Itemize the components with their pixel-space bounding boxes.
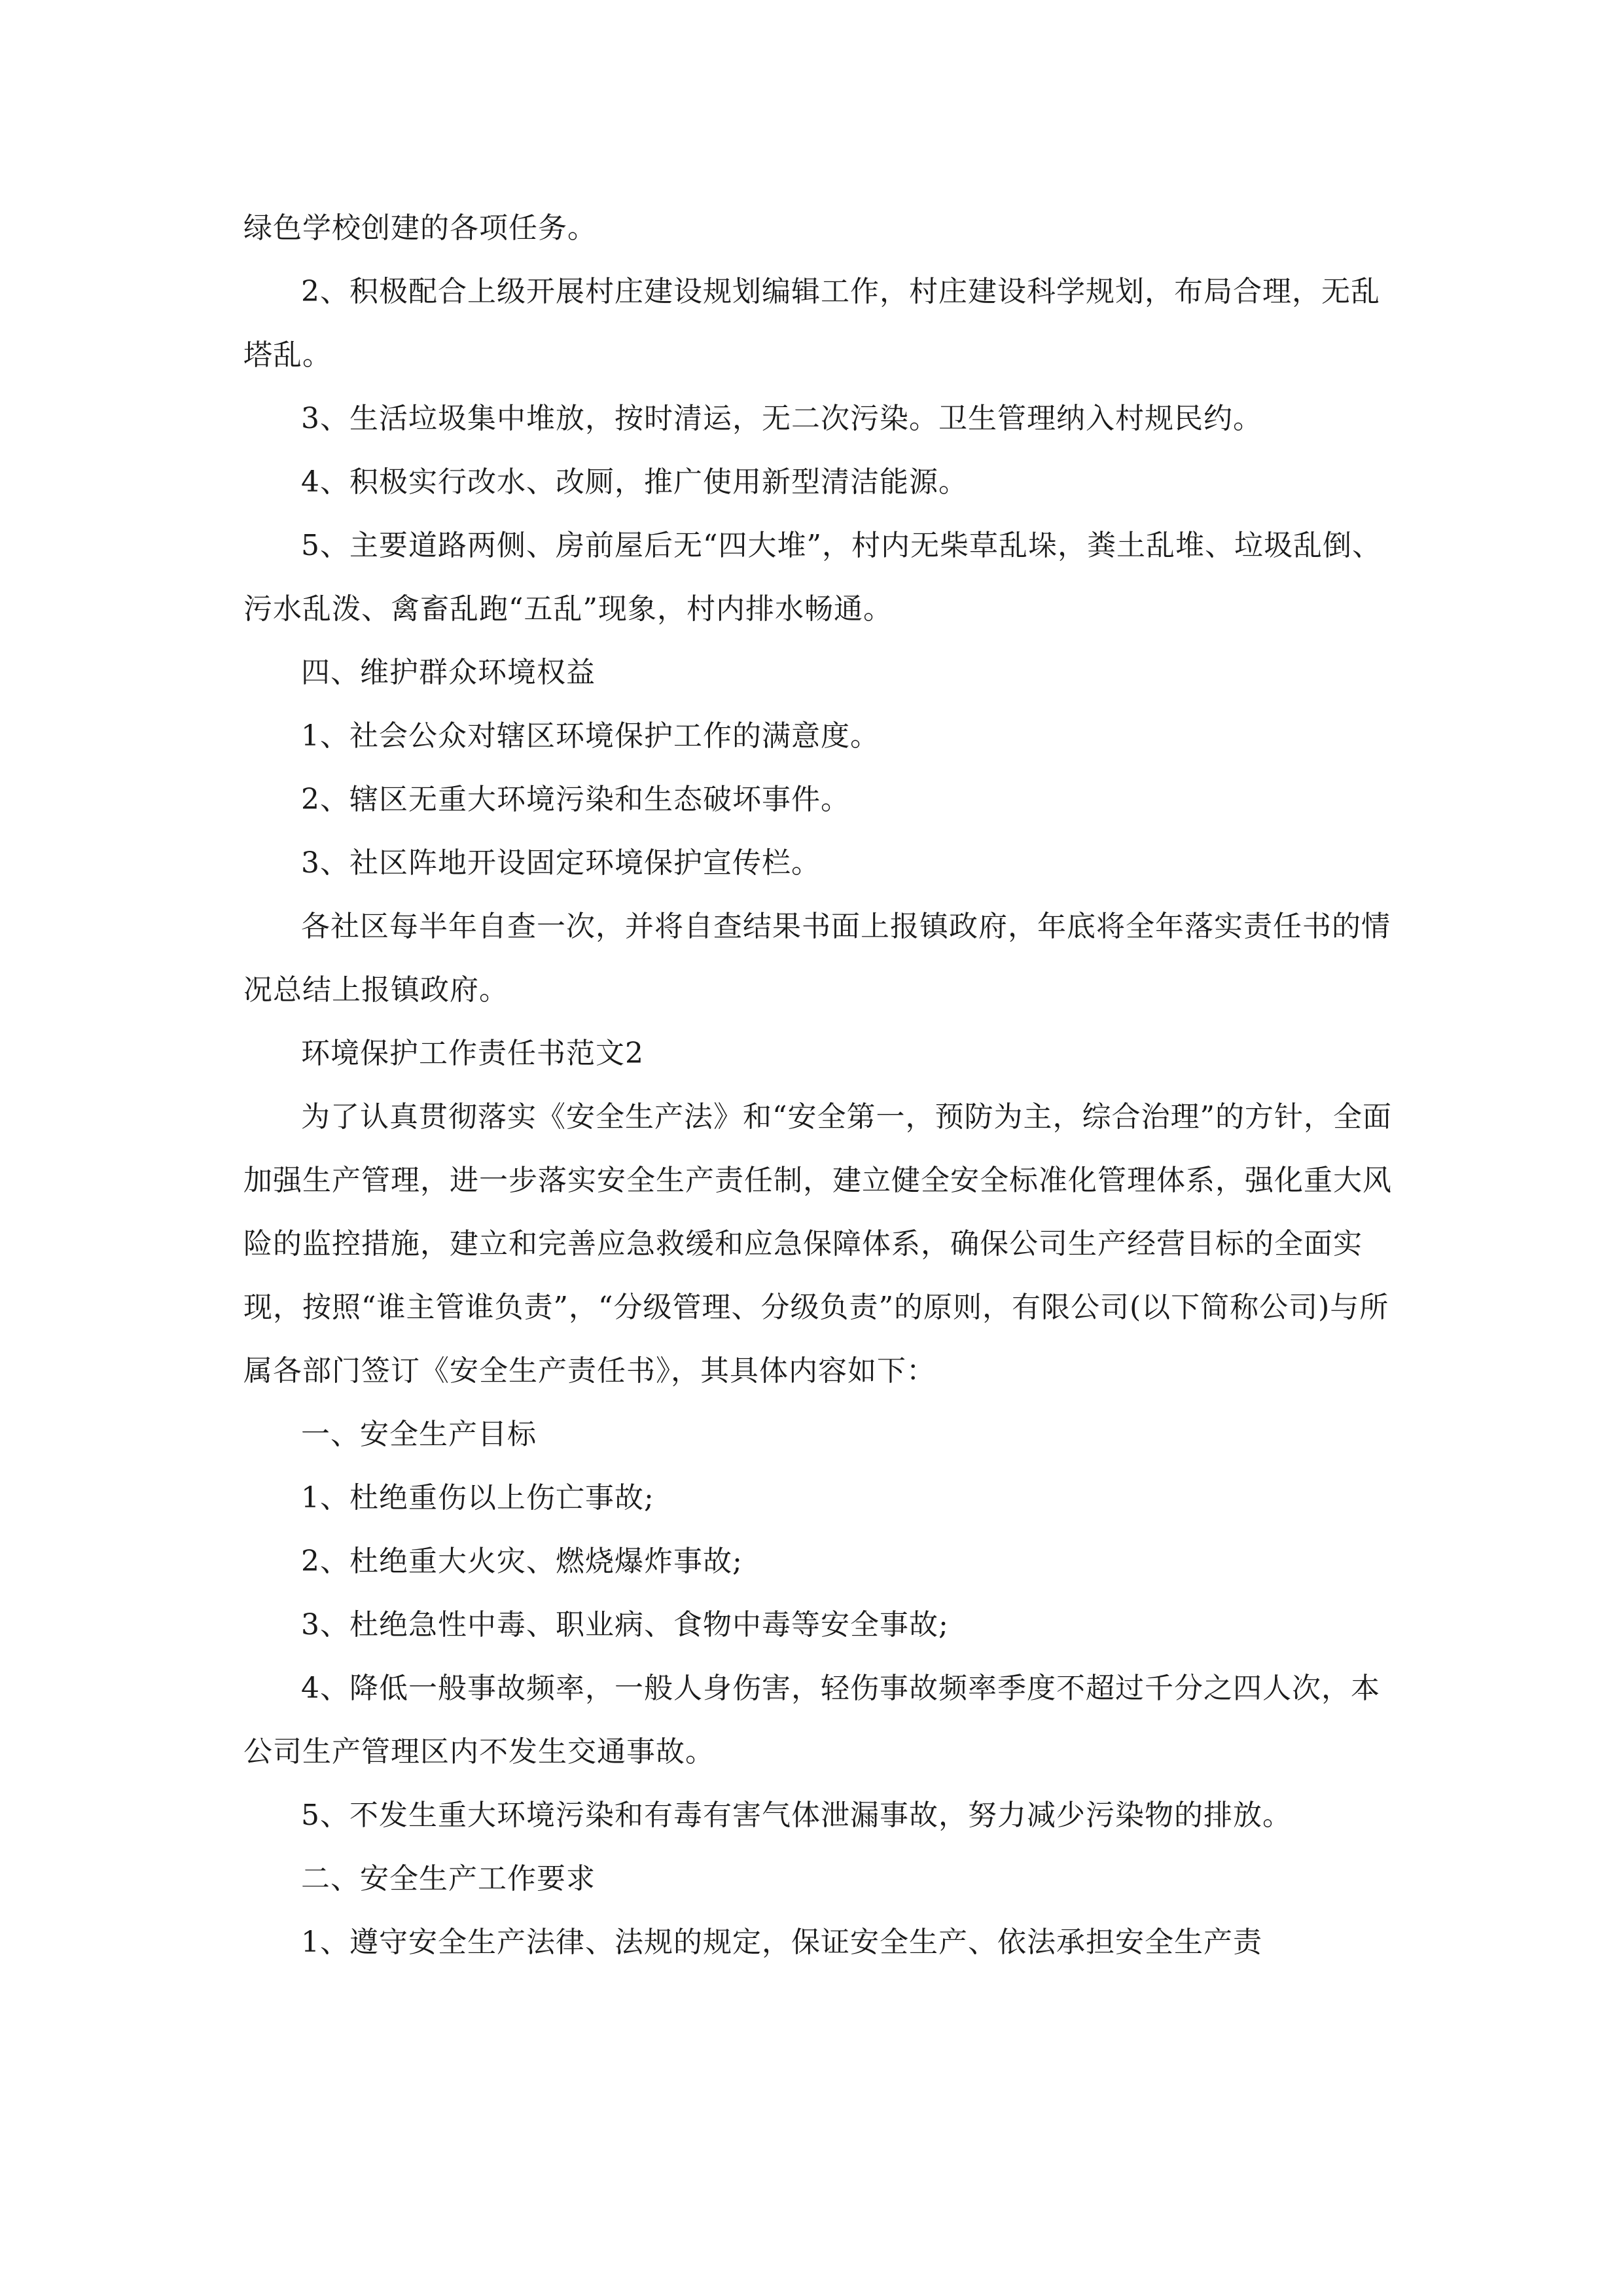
document-subtitle: 环境保护工作责任书范文2 — [301, 1037, 644, 1070]
paragraph: 3、杜绝急性中毒、职业病、食物中毒等安全事故; — [301, 1608, 949, 1641]
paragraph: 2、杜绝重大火灾、燃烧爆炸事故; — [301, 1545, 743, 1578]
section-heading: 四、维护群众环境权益 — [301, 656, 596, 689]
section-heading: 二、安全生产工作要求 — [301, 1862, 596, 1895]
paragraph: 4、积极实行改水、改厕，推广使用新型清洁能源。 — [301, 465, 968, 499]
paragraph: 4、降低一般事故频率，一般人身伤害，轻伤事故频率季度不超过千分之四人次，本公司生产管理区内不发生交通事故。 — [243, 1672, 1380, 1768]
paragraph: 3、生活垃圾集中堆放，按时清运，无二次污染。卫生管理纳入村规民约。 — [301, 402, 1262, 435]
paragraph: 5、不发生重大环境污染和有毒有害气体泄漏事故，努力减少污染物的排放。 — [301, 1799, 1292, 1832]
section-heading: 一、安全生产目标 — [301, 1418, 537, 1451]
paragraph: 1、社会公众对辖区环境保护工作的满意度。 — [301, 719, 880, 753]
paragraph: 1、杜绝重伤以上伤亡事故; — [301, 1481, 654, 1515]
paragraph: 5、主要道路两侧、房前屋后无“四大堆”，村内无柴草乱垛，粪土乱堆、垃圾乱倒、污水乱泼、禽畜乱跑“五乱”现象，村内排水畅通。 — [243, 529, 1382, 626]
document-body — [243, 196, 1395, 1974]
paragraph: 绿色学校创建的各项任务。 — [243, 211, 597, 245]
paragraph: 2、辖区无重大环境污染和生态破坏事件。 — [301, 783, 850, 816]
paragraph: 1、遵守安全生产法律、法规的规定，保证安全生产、依法承担安全生产责 — [301, 1926, 1262, 1959]
paragraph: 各社区每半年自查一次，并将自查结果书面上报镇政府，年底将全年落实责任书的情况总结上报镇政府。 — [243, 910, 1391, 1007]
paragraph: 2、积极配合上级开展村庄建设规划编辑工作，村庄建设科学规划，布局合理，无乱塔乱。 — [243, 275, 1380, 372]
paragraph: 3、社区阵地开设固定环境保护宣传栏。 — [301, 846, 821, 880]
paragraph: 为了认真贯彻落实《安全生产法》和“安全第一，预防为主，综合治理”的方针，全面加强生产管理，进一步落实安全生产责任制，建立健全安全标准化管理体系，强化重大风险的监控措施，建立和完善应急救缓和应急保障体系，确保公司生产经营目标的全面实现，按照“谁主管谁负责”，“分级管理、分级负责”的原则，有限公司(以下简称公司)与所属各部门签订《安全生产责任书》，其具体内容如下： — [243, 1100, 1392, 1388]
